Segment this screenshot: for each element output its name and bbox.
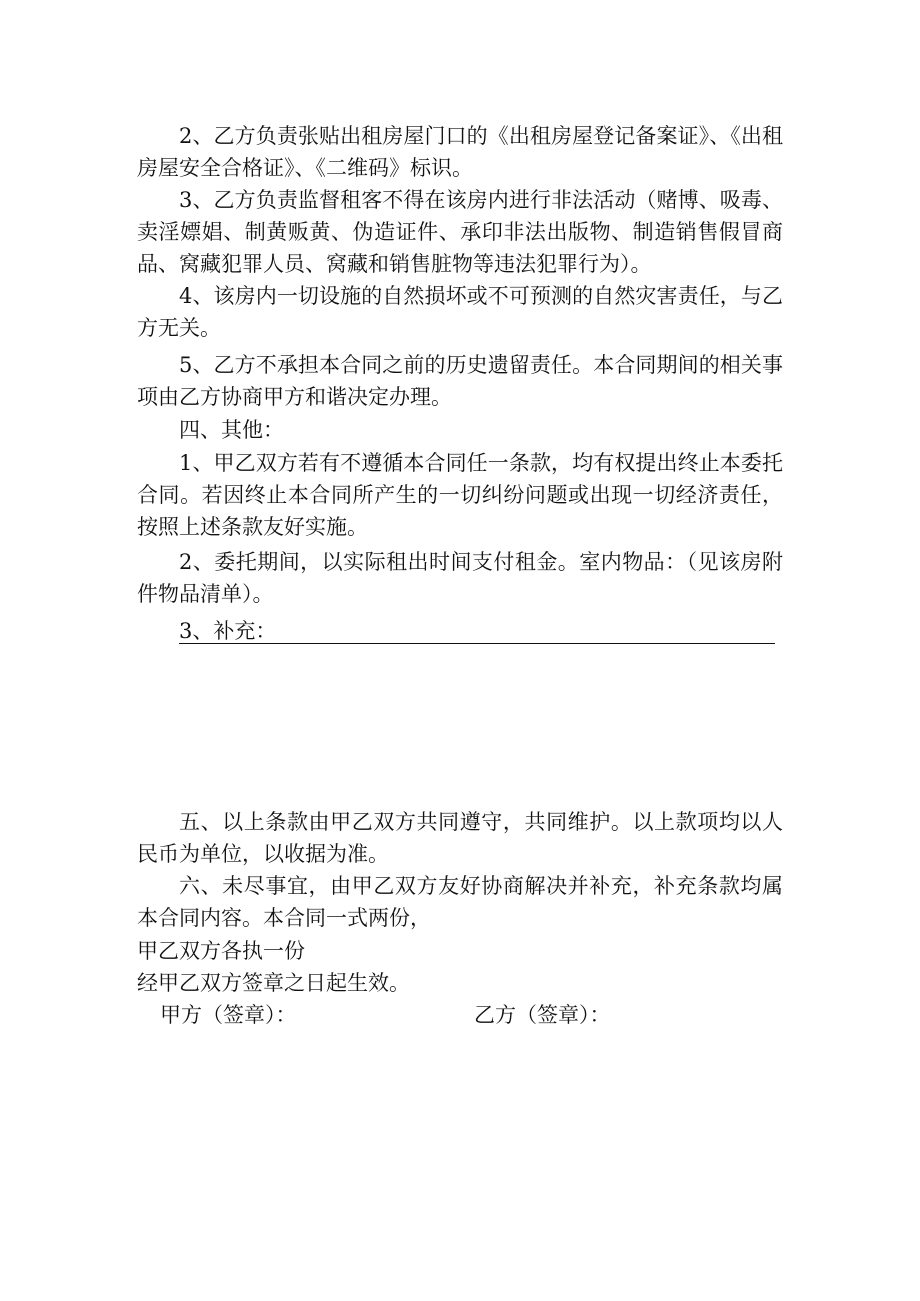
section-4-heading: 四、其他： [179,418,284,442]
clause-4-2: 2、委托期间，以实际租出时间支付租金。室内物品：（见该房附件物品清单）。 [137,550,783,606]
clause-3-4: 4、该房内一切设施的自然损坏或不可预测的自然灾害责任，与乙方无关。 [137,284,783,340]
supplement-line [179,615,775,644]
clause-3-5: 5、乙方不承担本合同之前的历史遗留责任。本合同期间的相关事项由乙方协商甲方和谐决定办理。 [137,353,783,409]
supplement-label: 3、补充： [179,619,277,643]
clause-3-3: 3、乙方负责监督租客不得在该房内进行非法活动（赌博、吸毒、卖淫嫖娼、制黄贩黄、伪造证件、承印非法出版物、制造销售假冒商品、窝藏犯罪人员、窝藏和销售脏物等违法犯罪行为）。 [137,188,783,276]
party-b-signature: 乙方（签章）： [474,1003,611,1027]
copies-line: 甲乙双方各执一份 [137,939,305,963]
effective-line: 经甲乙双方签章之日起生效。 [137,971,410,995]
party-a-signature: 甲方（签章）： [160,1003,297,1027]
section-5: 五、以上条款由甲乙双方共同遵守，共同维护。以上款项均以人民币为单位，以收据为准。 [137,810,783,866]
clause-3-2: 2、乙方负责张贴出租房屋门口的《出租房屋登记备案证》、《出租房屋安全合格证》、《二维码》标识。 [137,124,783,180]
clause-4-1: 1、甲乙双方若有不遵循本合同任一条款，均有权提出终止本委托合同。若因终止本合同所产生的一切纠纷问题或出现一切经济责任，按照上述条款友好实施。 [137,451,783,539]
section-6: 六、未尽事宜，由甲乙双方友好协商解决并补充，补充条款均属本合同内容。本合同一式两份， [137,874,783,930]
